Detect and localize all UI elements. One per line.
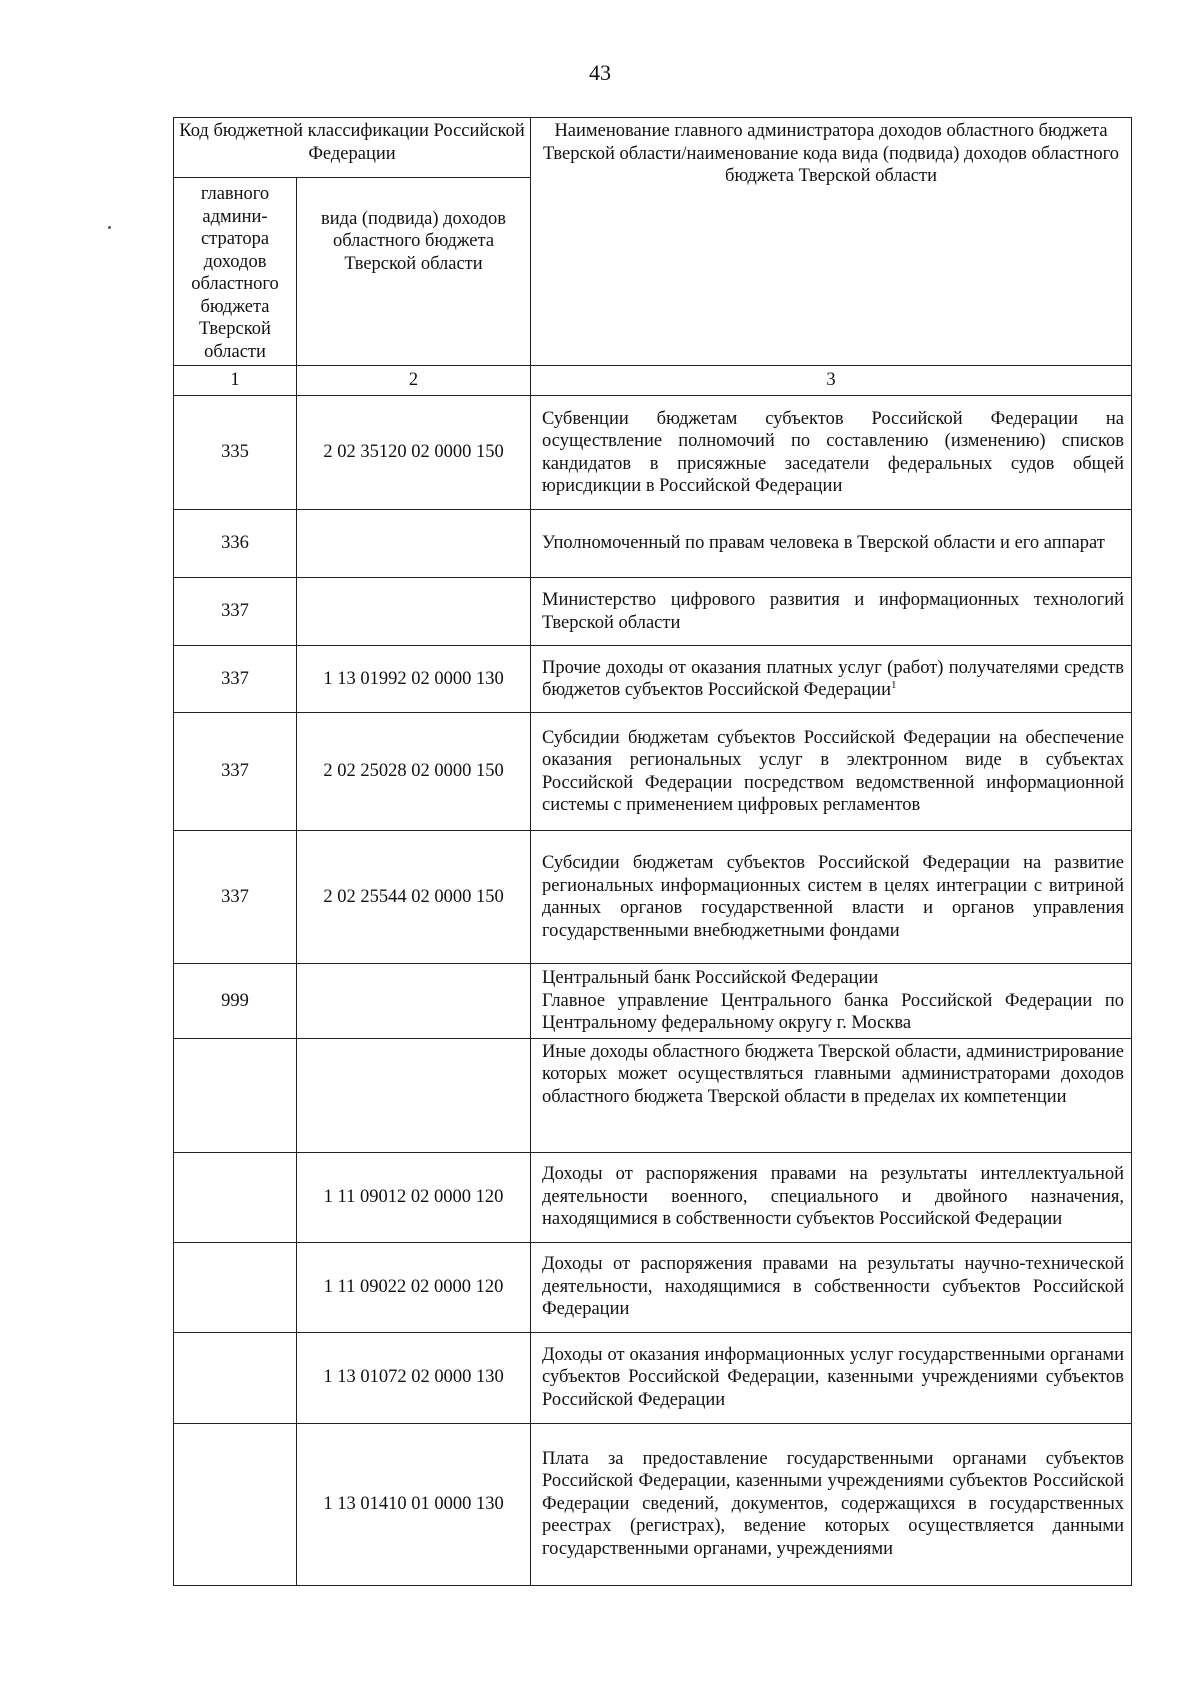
revenue-code: 1 13 01410 01 0000 130 — [297, 1423, 531, 1585]
admin-code — [174, 1038, 297, 1152]
table-row — [174, 1152, 1132, 1242]
admin-code: 335 — [174, 396, 297, 510]
admin-code — [174, 1332, 297, 1423]
revenue-name: Плата за предоставление государственными органами субъектов Российской Федерации, казенными учреждениями субъектов Российской Федерации сведений, документов, содержащихся в государственных реестрах (регистрах), ведение которых осуществляется данными государственными органами, учреждениями — [531, 1423, 1132, 1585]
table-row — [174, 1242, 1132, 1332]
admin-code: 999 — [174, 964, 297, 1039]
revenue-name: Субсидии бюджетам субъектов Российской Федерации на обеспечение оказания региональных услуг в электронном виде в субъектах Российской Федерации посредством ведомственной информационной системы с применением цифровых регламентов — [531, 713, 1132, 831]
revenue-code: 2 02 25028 02 0000 150 — [297, 713, 531, 831]
table-row — [174, 1038, 1132, 1152]
page-number: 43 — [589, 60, 611, 85]
header-col3-label: Наименование главного администратора доходов областного бюджета Тверской области/наименование кода вида (подвида) доходов областного бюджета Тверской области — [531, 118, 1132, 366]
column-number: 1 — [174, 366, 297, 396]
column-number: 3 — [531, 366, 1132, 396]
table-row — [174, 510, 1132, 578]
revenue-name: Субсидии бюджетам субъектов Российской Федерации на развитие региональных информационных систем в целях интеграции с витриной данных органов государственной власти и органов управления государственными внебюджетными фондами — [531, 831, 1132, 964]
revenue-name: Министерство цифрового развития и информационных технологий Тверской области — [531, 578, 1132, 646]
admin-code: 336 — [174, 510, 297, 578]
admin-code: 337 — [174, 578, 297, 646]
footnote-marker: 1 — [891, 678, 897, 691]
table-row — [174, 713, 1132, 831]
admin-code: 337 — [174, 646, 297, 713]
revenue-code: 2 02 35120 02 0000 150 — [297, 396, 531, 510]
revenue-name: Доходы от распоряжения правами на результаты научно-технической деятельности, находящимися в собственности субъектов Российской Федерации — [531, 1242, 1132, 1332]
revenue-name: Доходы от распоряжения правами на результаты интеллектуальной деятельности военного, специального и двойного назначения, находящимися в собственности субъектов Российской Федерации — [531, 1152, 1132, 1242]
revenue-code — [297, 1038, 531, 1152]
revenue-name-secondary: Главное управление Центрального банка Российской Федерации по Центральному федеральному округу г. Москва — [542, 990, 1125, 1033]
revenue-name: Прочие доходы от оказания платных услуг (работ) получателями средств бюджетов субъектов Российской Федерации — [542, 657, 1125, 700]
table-row — [174, 831, 1132, 964]
budget-classification-table — [173, 117, 1132, 1586]
revenue-name: Центральный банк Российской Федерации — [542, 968, 879, 988]
table-row — [174, 1332, 1132, 1423]
table-row — [174, 396, 1132, 510]
header-col1-label: главного админи-стратора доходов областного бюджета Тверской области — [174, 178, 297, 366]
revenue-name-cell — [531, 646, 1132, 713]
revenue-name: Доходы от оказания информационных услуг государственными органами субъектов Российской Федерации, казенными учреждениями субъектов Российской Федерации — [531, 1332, 1132, 1423]
revenue-code: 1 11 09022 02 0000 120 — [297, 1242, 531, 1332]
revenue-code: 1 13 01072 02 0000 130 — [297, 1332, 531, 1423]
revenue-name-cell — [531, 964, 1132, 1039]
table-row — [174, 1423, 1132, 1585]
revenue-code: 1 11 09012 02 0000 120 — [297, 1152, 531, 1242]
table-row — [174, 964, 1132, 1039]
admin-code: 337 — [174, 831, 297, 964]
admin-code: 337 — [174, 713, 297, 831]
revenue-code: 2 02 25544 02 0000 150 — [297, 831, 531, 964]
revenue-code — [297, 510, 531, 578]
header-group-label: Код бюджетной классификации Российской Федерации — [174, 118, 531, 178]
admin-code — [174, 1242, 297, 1332]
admin-code — [174, 1423, 297, 1585]
scan-speck — [108, 226, 111, 229]
revenue-code — [297, 578, 531, 646]
revenue-code — [297, 964, 531, 1039]
table-row — [174, 646, 1132, 713]
revenue-code: 1 13 01992 02 0000 130 — [297, 646, 531, 713]
column-numbers-row — [174, 366, 1132, 396]
revenue-name: Иные доходы областного бюджета Тверской области, администрирование которых может осуществляться главными администраторами доходов областного бюджета Тверской области в пределах их компетенции — [531, 1038, 1132, 1152]
admin-code — [174, 1152, 297, 1242]
table-row — [174, 578, 1132, 646]
table-header-row — [174, 118, 1132, 178]
revenue-name: Субвенции бюджетам субъектов Российской Федерации на осуществление полномочий по составлению (изменению) списков кандидатов в присяжные заседатели федеральных судов общей юрисдикции в Российской Федерации — [531, 396, 1132, 510]
column-number: 2 — [297, 366, 531, 396]
header-col2-label: вида (подвида) доходов областного бюджета Тверской области — [297, 178, 531, 366]
revenue-name: Уполномоченный по правам человека в Тверской области и его аппарат — [531, 510, 1132, 578]
